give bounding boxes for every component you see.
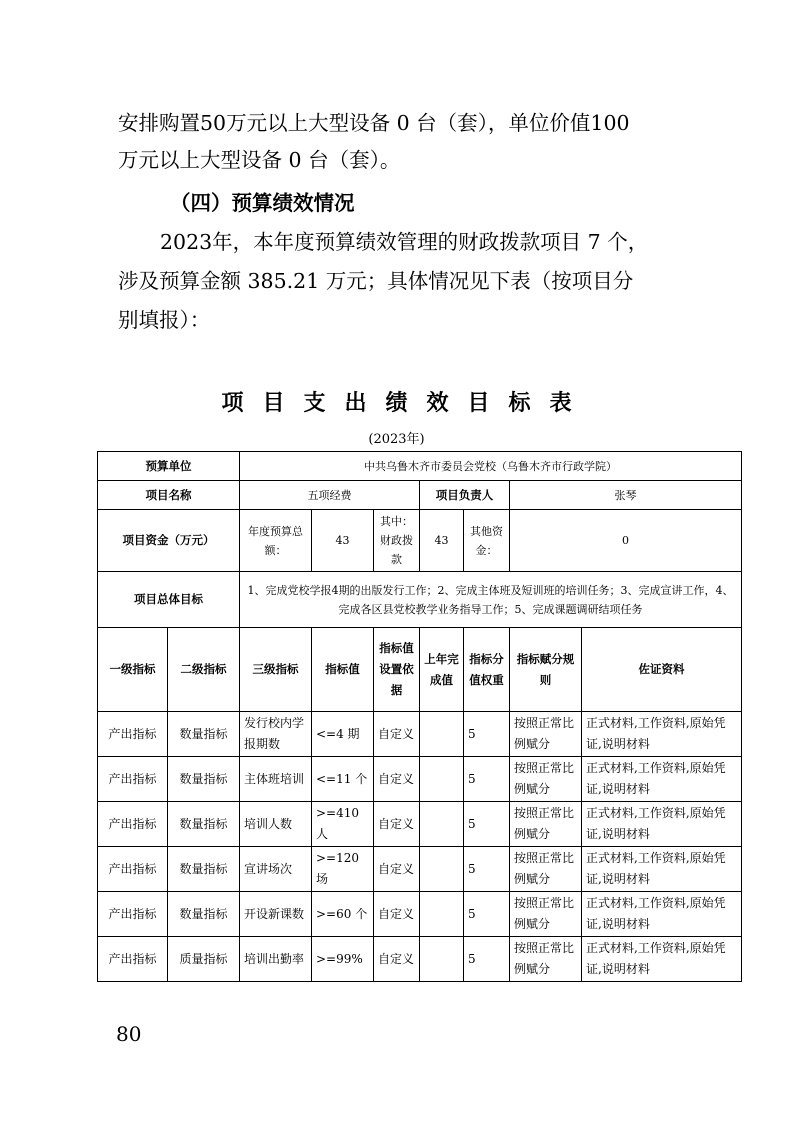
header-weight: 指标分值权重: [464, 628, 510, 712]
indicator-last-year: [420, 802, 464, 847]
indicator-level1: 产出指标: [98, 802, 168, 847]
performance-table: [97, 451, 742, 982]
row-budget-unit: [98, 452, 742, 481]
indicator-level2: 数量指标: [168, 757, 240, 802]
indicator-evidence: 正式材料,工作资料,原始凭证,说明材料: [582, 937, 742, 982]
indicator-level2: 数量指标: [168, 892, 240, 937]
indicator-value: <=4 期: [312, 712, 374, 757]
indicator-weight: 5: [464, 847, 510, 892]
indicator-level3: 培训人数: [240, 802, 312, 847]
indicator-basis: 自定义: [374, 757, 420, 802]
project-funds-label: 项目资金（万元）: [98, 510, 240, 572]
row-overall-goal: [98, 572, 742, 628]
indicator-value: <=11 个: [312, 757, 374, 802]
indicator-level1: 产出指标: [98, 712, 168, 757]
indicator-rule: 按照正常比例赋分: [510, 712, 582, 757]
table-row: [98, 847, 742, 892]
indicator-value: >=120 场: [312, 847, 374, 892]
header-basis: 指标值设置依据: [374, 628, 420, 712]
overall-goal-value: 1、完成党校学报4期的出版发行工作；2、完成主体班及短训班的培训任务；3、完成宣讲工作，4、完成各区县党校教学业务指导工作；5、完成课题调研结项任务: [240, 572, 742, 628]
indicator-level2: 质量指标: [168, 937, 240, 982]
indicator-evidence: 正式材料,工作资料,原始凭证,说明材料: [582, 847, 742, 892]
header-rule: 指标赋分规则: [510, 628, 582, 712]
page-number: 80: [116, 1022, 142, 1046]
table-row: [98, 802, 742, 847]
indicator-rule: 按照正常比例赋分: [510, 757, 582, 802]
table-row: [98, 712, 742, 757]
project-leader-label: 项目负责人: [420, 481, 510, 510]
indicator-weight: 5: [464, 757, 510, 802]
row-project-name: [98, 481, 742, 510]
header-last-year: 上年完成值: [420, 628, 464, 712]
indicator-rule: 按照正常比例赋分: [510, 802, 582, 847]
indicator-last-year: [420, 847, 464, 892]
annual-budget-value: 43: [312, 510, 374, 572]
row-project-funds: [98, 510, 742, 572]
indicator-weight: 5: [464, 892, 510, 937]
indicator-level3: 培训出勤率: [240, 937, 312, 982]
indicator-level1: 产出指标: [98, 757, 168, 802]
other-funds-label: 其他资金：: [464, 510, 510, 572]
body-line-2: 万元以上大型设备 0 台（套）。: [118, 148, 401, 172]
body-line-3: 2023年，本年度预算绩效管理的财政拨款项目 7 个，: [160, 230, 649, 254]
overall-goal-label: 项目总体目标: [98, 572, 240, 628]
indicator-level3: 开设新课数: [240, 892, 312, 937]
indicator-value: >=410 人: [312, 802, 374, 847]
indicator-weight: 5: [464, 712, 510, 757]
indicator-rule: 按照正常比例赋分: [510, 937, 582, 982]
header-level3: 三级指标: [240, 628, 312, 712]
indicator-basis: 自定义: [374, 937, 420, 982]
body-line-4: 涉及预算金额 385.21 万元；具体情况见下表（按项目分: [118, 269, 634, 293]
indicator-basis: 自定义: [374, 892, 420, 937]
indicator-level1: 产出指标: [98, 937, 168, 982]
section-heading: （四）预算绩效情况: [170, 191, 355, 215]
table-title: 项目支出绩效目标表: [221, 391, 591, 416]
budget-unit-value: 中共乌鲁木齐市委员会党校（乌鲁木齐市行政学院）: [240, 452, 742, 481]
indicator-level2: 数量指标: [168, 712, 240, 757]
indicator-level3: 宣讲场次: [240, 847, 312, 892]
indicator-last-year: [420, 937, 464, 982]
other-funds-value: 0: [510, 510, 742, 572]
project-name-value: 五项经费: [240, 481, 420, 510]
fiscal-funds-value: 43: [420, 510, 464, 572]
indicator-evidence: 正式材料,工作资料,原始凭证,说明材料: [582, 712, 742, 757]
table-year: (2023年): [368, 432, 425, 447]
table-row: [98, 937, 742, 982]
indicator-level2: 数量指标: [168, 802, 240, 847]
body-line-5: 别填报）：: [118, 308, 211, 332]
body-line-1: 安排购置50万元以上大型设备 0 台（套），单位价值100: [118, 111, 630, 135]
indicator-value: >=60 个: [312, 892, 374, 937]
indicator-basis: 自定义: [374, 712, 420, 757]
row-column-headers: [98, 628, 742, 712]
indicator-weight: 5: [464, 937, 510, 982]
indicator-evidence: 正式材料,工作资料,原始凭证,说明材料: [582, 892, 742, 937]
table-row: [98, 892, 742, 937]
project-name-label: 项目名称: [98, 481, 240, 510]
indicator-level1: 产出指标: [98, 892, 168, 937]
indicator-value: >=99%: [312, 937, 374, 982]
indicator-weight: 5: [464, 802, 510, 847]
indicator-evidence: 正式材料,工作资料,原始凭证,说明材料: [582, 757, 742, 802]
indicator-last-year: [420, 892, 464, 937]
indicator-level2: 数量指标: [168, 847, 240, 892]
indicator-basis: 自定义: [374, 802, 420, 847]
fiscal-funds-label: 其中：财政拨款: [374, 510, 420, 572]
table-row: [98, 757, 742, 802]
indicator-level3: 发行校内学报期数: [240, 712, 312, 757]
budget-unit-label: 预算单位: [98, 452, 240, 481]
indicator-level1: 产出指标: [98, 847, 168, 892]
header-level1: 一级指标: [98, 628, 168, 712]
indicator-evidence: 正式材料,工作资料,原始凭证,说明材料: [582, 802, 742, 847]
indicator-last-year: [420, 712, 464, 757]
project-leader-value: 张琴: [510, 481, 742, 510]
indicator-last-year: [420, 757, 464, 802]
indicator-level3: 主体班培训: [240, 757, 312, 802]
header-level2: 二级指标: [168, 628, 240, 712]
header-value: 指标值: [312, 628, 374, 712]
annual-budget-label: 年度预算总额：: [240, 510, 312, 572]
header-evidence: 佐证资料: [582, 628, 742, 712]
indicator-rule: 按照正常比例赋分: [510, 892, 582, 937]
indicator-rule: 按照正常比例赋分: [510, 847, 582, 892]
indicator-basis: 自定义: [374, 847, 420, 892]
